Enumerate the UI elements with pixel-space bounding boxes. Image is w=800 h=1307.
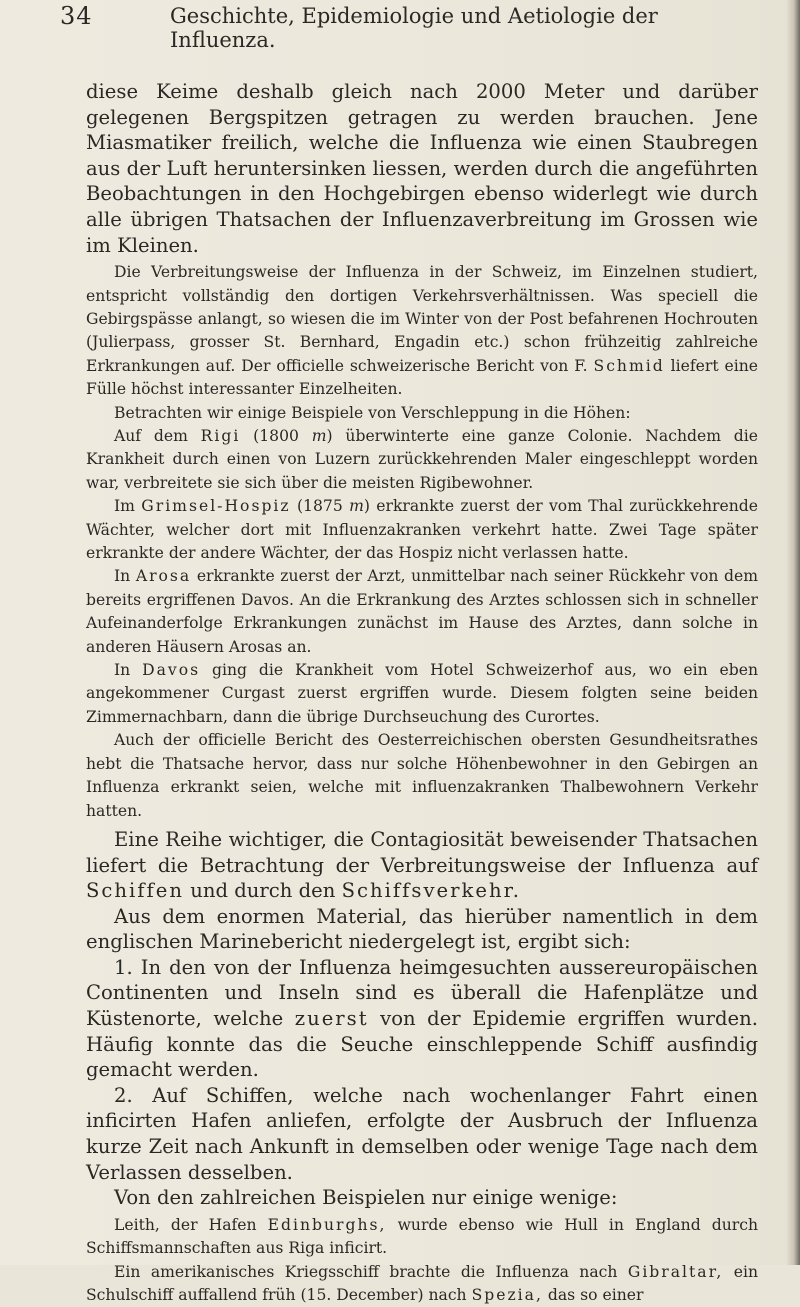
paragraph-8: Auch der officielle Bericht des Oesterreichischen obersten Gesundheitsrathes hebt die Thatsache hervor, dass nur solche Höhenbewohner in den Gebirgen an Influenza erkrankt seien, welche mit influenzakranken Thalbewohnern Verkehr hatten.: [86, 731, 758, 820]
paragraph-15-text-end: das so einer: [547, 1286, 644, 1305]
place-grimsel: Grimsel-Hospiz: [141, 497, 291, 516]
paragraph-2-text: Die Verbreitungsweise der Influenza in der Schweiz, im Einzelnen studiert, entspricht vollständig den dortigen Verkehrsverhältnissen. Was speciell die Gebirgspässe anlangt, so wiesen die im Winter von der Post befahrenen Hochrouten (Julierpass, grosser St. Bernhard, Engadin etc.) schon frühzeitig zahlreiche Erkrankungen auf. Der officielle schweizerische Bericht von F.: [86, 263, 758, 375]
paragraph-12: 2. Auf Schiffen, welche nach wochenlanger Fahrt einen inficirten Hafen anliefen, erfolgte der Ausbruch der Influenza kurze Zeit nach Ankunft in demselben oder wenige Tage nach dem Verlassen desselben.: [86, 1083, 758, 1184]
paragraph-7: [86, 659, 758, 729]
paragraph-4-text: Auf dem: [114, 427, 188, 445]
paragraph-14-text-end: wurde ebenso wie Hull in England durch Schiffsmannschaften aus Riga inficirt.: [86, 1215, 758, 1258]
term-schiffen: Schiffen: [86, 879, 185, 903]
paragraph-5-text-end: ) erkrankte zuerst der vom Thal zurückkehrende Wächter, welcher dort mit Influenzakranken verkehrt hatte. Zwei Tage später erkrankte der andere Wächter, der das Hospiz nicht verlassen hatte.: [86, 497, 758, 563]
text-block-large-2: [86, 827, 758, 1211]
paragraph-3: Betrachten wir einige Beispiele von Verschleppung in die Höhen:: [114, 403, 631, 422]
paragraph-15-text: Ein amerikanisches Kriegsschiff brachte die Influenza nach: [114, 1262, 618, 1281]
paragraph-15-text-mid: ein Schulschiff auffallend früh (15. December) nach: [86, 1262, 758, 1305]
paragraph-7-text-end: ging die Krankheit vom Hotel Schweizerhof aus, wo ein eben angekommener Curgast zuerst ergriffen wurde. Diesem folgten seine beiden Zimmernachbarn, dann die übrige Durchseuchung des Curortes.: [86, 661, 759, 726]
text-block-large-1: [86, 79, 758, 258]
running-title: Geschichte, Epidemiologie und Aetiologie der Influenza.: [170, 4, 658, 52]
text-block-small-1: [86, 261, 758, 823]
paragraph-11: [86, 955, 758, 1083]
paragraph-2: [86, 261, 758, 401]
paragraph-11-text: 1. In den von der Influenza heimgesuchten aussereuropäischen Continenten und Inseln sind es überall die Hafenplätze und Küstenorte, welche: [86, 955, 758, 1031]
page-edge-shadow: [786, 0, 800, 1265]
paragraph-15: [86, 1261, 758, 1307]
paragraph-4: [86, 425, 758, 495]
place-davos: Davos: [142, 661, 201, 680]
paragraph-9-text: Eine Reihe wichtiger, die Contagiosität beweisender Thatsachen liefert die Betrachtung der Verbreitungsweise der Influenza auf: [86, 827, 758, 877]
author-name: Schmid: [593, 356, 665, 375]
term-schiffsverkehr: Schiffsverkehr.: [341, 879, 522, 903]
term-zuerst: zuerst: [294, 1007, 369, 1031]
paragraph-14: [86, 1214, 758, 1261]
text-block-small-2: [86, 1214, 758, 1307]
paragraph-4-text-end: ) überwinterte eine ganze Colonie. Nachdem die Krankheit durch einen von Luzern zurückkehrenden Maler eingeschleppt worden war, verbreitete sie sich über die meisten Rigibewohner.: [86, 427, 758, 492]
place-spezia: Spezia,: [471, 1286, 543, 1305]
paragraph-9: [86, 827, 758, 904]
paragraph-5-text: Im: [114, 497, 135, 516]
altitude-rigi: (1800: [253, 427, 299, 445]
paragraph-9-text-mid: und durch den: [190, 879, 336, 903]
altitude-grimsel: (1875: [296, 497, 343, 516]
paragraph-6: [86, 565, 758, 659]
paragraph-14-text: Leith, der Hafen: [114, 1215, 257, 1234]
paragraph-7-text: In: [114, 661, 131, 680]
paragraph-11-text-end: von der Epidemie ergriffen wurden. Häufig konnte das die Seuche einschleppende Schiff ausfindig gemacht werden.: [86, 1007, 758, 1082]
paragraph-13: Von den zahlreichen Beispielen nur einige wenige:: [114, 1186, 618, 1210]
page-number: 34: [60, 2, 93, 30]
paragraph-6-text: In: [114, 567, 131, 586]
unit-m: m: [311, 427, 327, 445]
place-rigi: Rigi: [200, 427, 241, 445]
unit-m: m: [349, 497, 364, 516]
place-edinburgh: Edinburghs,: [267, 1215, 387, 1234]
paragraph-1: diese Keime deshalb gleich nach 2000 Meter und darüber gelegenen Bergspitzen getragen zu werden brauchen. Jene Miasmatiker freilich, welche die Influenza wie einen Staubregen aus der Luft heruntersinken liessen, werden durch die angeführten Beobachtungen in den Hochgebirgen ebenso widerlegt wie durch alle übrigen Thatsachen der Influenzaverbreitung im Grossen wie im Kleinen.: [86, 80, 758, 257]
page-body: [86, 79, 758, 1307]
place-arosa: Arosa: [135, 567, 192, 586]
paragraph-2-text-end: liefert eine Fülle höchst interessanter Einzelheiten.: [86, 356, 758, 399]
place-gibraltar: Gibraltar,: [627, 1262, 724, 1281]
paragraph-5: [86, 495, 758, 565]
paragraph-6-text-end: erkrankte zuerst der Arzt, unmittelbar nach seiner Rückkehr von dem bereits ergriffenen Davos. An die Erkrankung des Arztes schlossen sich in schneller Aufeinanderfolge Erkrankungen zunächst im Hause des Arztes, dann solche in anderen Häusern Arosas an.: [86, 567, 758, 656]
page-header: [60, 2, 750, 52]
paragraph-10: Aus dem enormen Material, das hierüber namentlich in dem englischen Marinebericht niedergelegt ist, ergibt sich:: [86, 904, 758, 954]
